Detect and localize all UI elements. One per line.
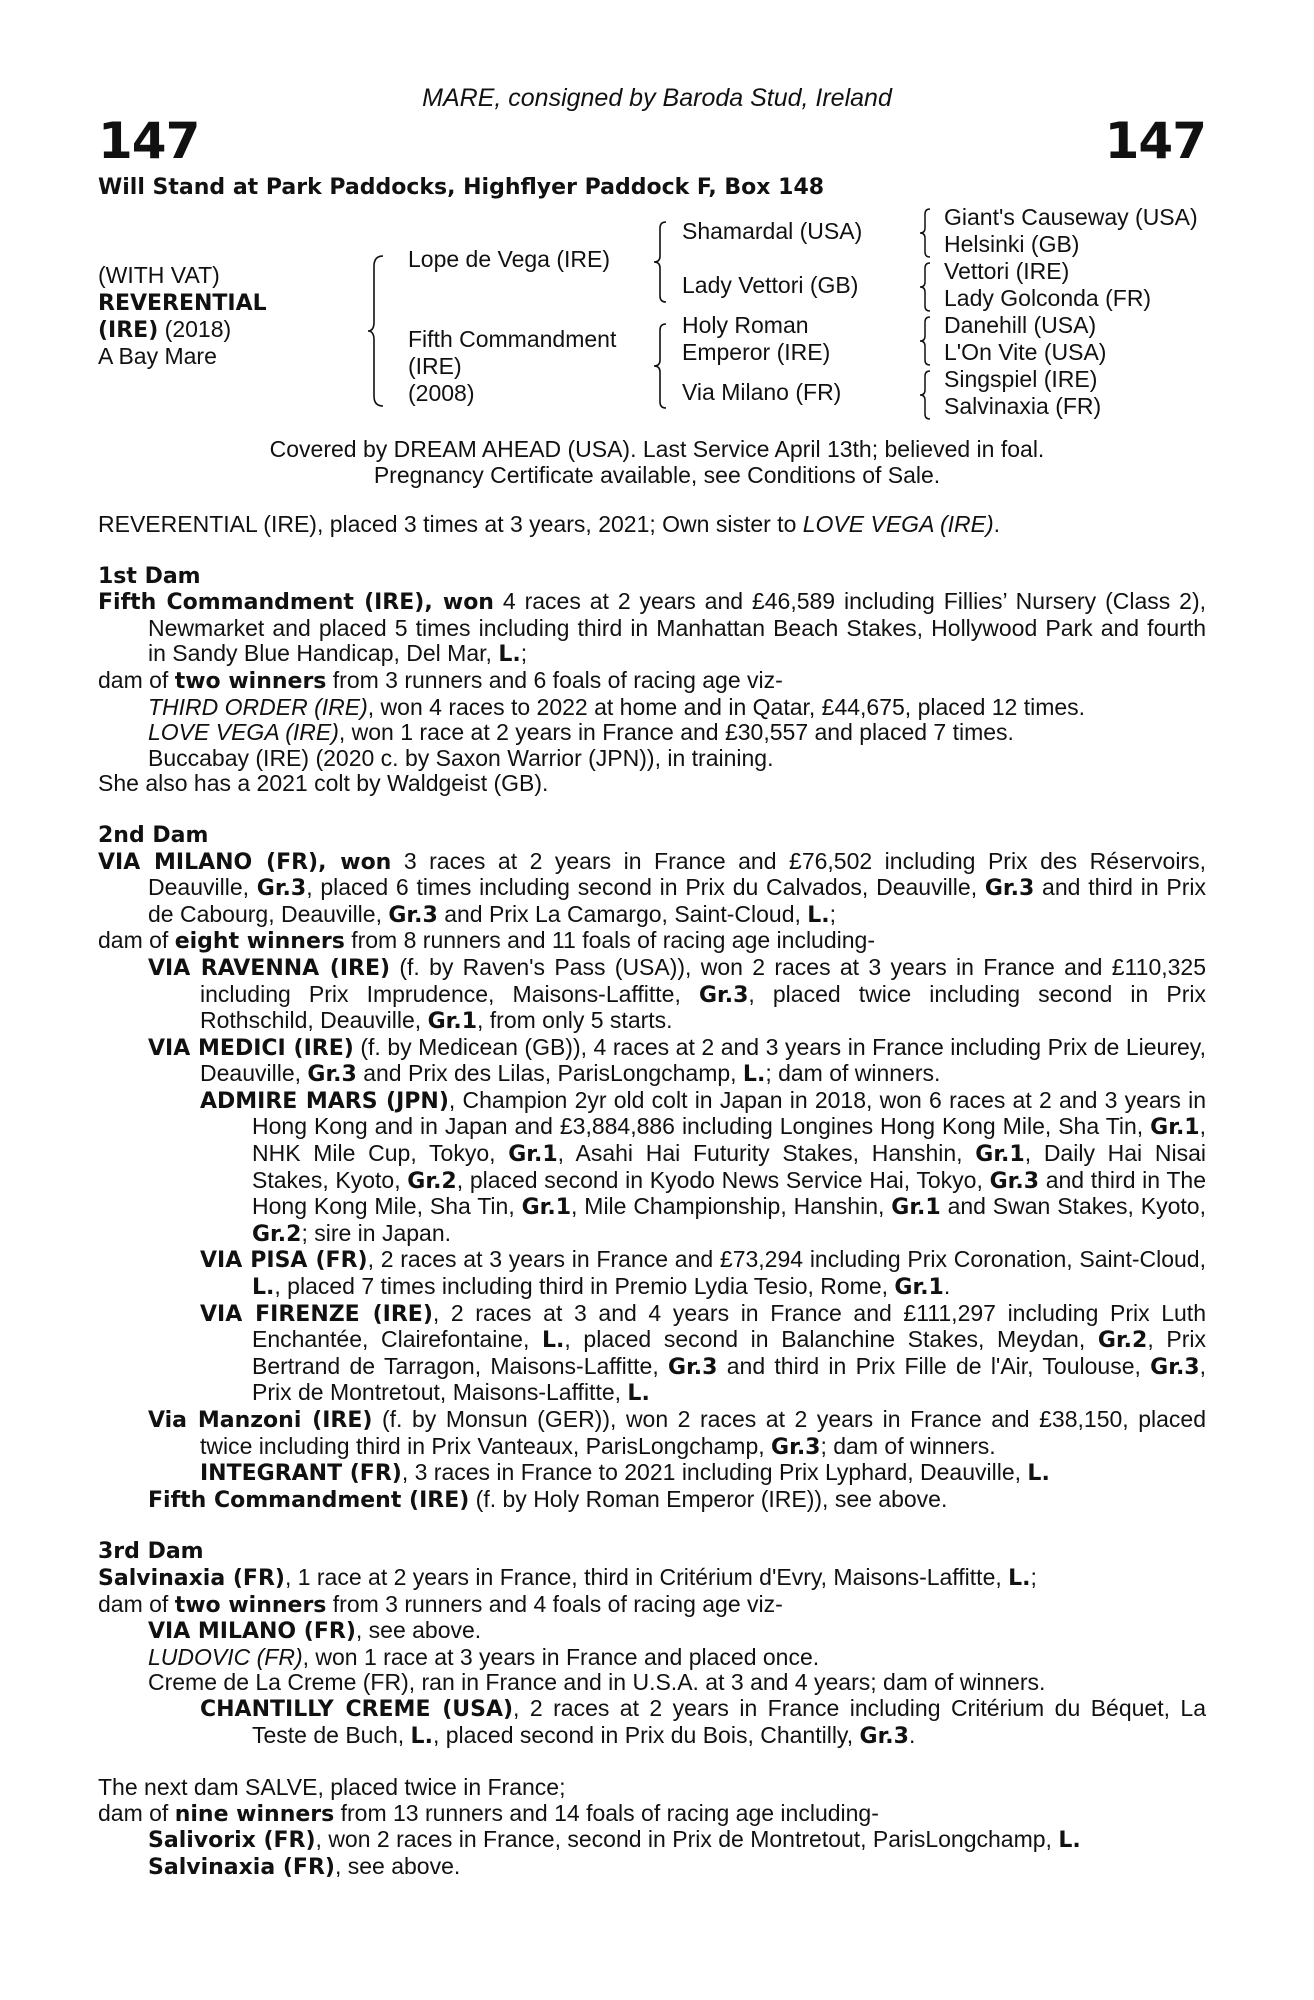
foal-text: , Asahi Hai Futurity Stakes, Hanshin, <box>557 1140 976 1167</box>
grade: Gr.1 <box>975 1142 1025 1168</box>
foal-name: Salvinaxia (FR) <box>148 1854 335 1880</box>
dam3-damof-end: from 3 runners and 4 foals of racing age viz- <box>326 1590 783 1617</box>
dam1-name: Fifth Commandment (IRE), won <box>98 590 494 616</box>
dam1-heading: 1st Dam <box>98 563 201 589</box>
foal-name: CHANTILLY CREME (USA) <box>200 1696 514 1722</box>
sire-dam: Lady Vettori (GB) <box>682 272 859 298</box>
foal-text: , placed second in Prix du Bois, Chantilly, <box>432 1721 860 1748</box>
foal-text: and third in The Hong Kong Mile, Sha Tin, <box>252 1166 1206 1220</box>
next-damof <box>98 1801 1206 1828</box>
sdd: Lady Golconda (FR) <box>944 285 1152 311</box>
foal-name: LOVE VEGA (IRE) <box>148 719 339 746</box>
listed: L. <box>627 1381 650 1407</box>
dam-line3: (2008) <box>408 380 475 406</box>
foal-text: , 2 races at 3 years in France and £73,294 including Prix Coronation, Saint-Cloud, <box>367 1246 1206 1273</box>
foal-text: , placed twice including second in Prix Rothschild, Deauville, <box>200 980 1206 1034</box>
next-dam-line: The next dam SALVE, placed twice in France; <box>98 1774 566 1801</box>
foal-admire-mars <box>98 1088 1206 1248</box>
dam2-damof-end: from 8 runners and 11 foals of racing age including- <box>344 927 875 954</box>
covered-line1: Covered by DREAM AHEAD (USA). Last Service April 13th; believed in foal. <box>269 436 1045 462</box>
listed: L. <box>742 1062 766 1088</box>
foal-text: , Mile Championship, Hanshin, <box>571 1193 892 1220</box>
vat-label: (WITH VAT) <box>98 262 220 288</box>
foal-text: and Swan Stakes, Kyoto, <box>940 1193 1206 1220</box>
foal-text: , won 4 races to 2022 at home and in Qatar, £44,675, placed 12 times. <box>367 693 1086 720</box>
foal-name: LUDOVIC (FR) <box>148 1643 303 1670</box>
dam1-also: She also has a 2021 colt by Waldgeist (GB). <box>98 770 549 797</box>
foal-via-manzoni <box>98 1407 1206 1460</box>
sire-sire: Shamardal (USA) <box>682 218 863 244</box>
foal-text: , see above. <box>355 1617 482 1644</box>
grade: Gr.3 <box>989 1168 1039 1194</box>
dam3-damof <box>98 1592 1206 1619</box>
foal-text: , 3 races in France to 2021 including Prix Lyphard, Deauville, <box>401 1459 1028 1486</box>
dam2-text: ; <box>829 900 837 927</box>
grade: Gr.3 <box>307 1062 357 1088</box>
grade: Gr.3 <box>771 1434 821 1460</box>
foal-salvinaxia <box>98 1854 1206 1881</box>
grade: Gr.3 <box>668 1354 718 1380</box>
grade: Gr.1 <box>521 1195 572 1221</box>
foal-via-pisa <box>98 1247 1206 1300</box>
dam3-heading: 3rd Dam <box>98 1539 204 1565</box>
foal-salivorix <box>98 1827 1206 1854</box>
dam3-damof-label: dam of <box>98 1590 175 1617</box>
grade: Gr.3 <box>698 982 749 1008</box>
foal-name: Fifth Commandment (IRE) <box>148 1487 470 1513</box>
next-damof-end: from 13 runners and 14 foals of racing age including- <box>334 1799 879 1826</box>
brace-main <box>368 254 386 408</box>
horse-origin: (IRE) <box>98 318 159 343</box>
foal-text: , placed second in Balanchine Stakes, Meydan, <box>564 1326 1098 1353</box>
dam3-winners: two winners <box>174 1592 327 1618</box>
foal-via-ravenna <box>98 955 1206 1035</box>
foal-text: (f. by Holy Roman Emperor (IRE)), see above. <box>469 1485 948 1512</box>
horse-description: A Bay Mare <box>98 343 217 369</box>
grade: Gr.3 <box>859 1723 909 1749</box>
foal-name: INTEGRANT (FR) <box>200 1461 402 1487</box>
brace-sd <box>920 262 932 312</box>
foal-text: ; dam of winners. <box>820 1432 996 1459</box>
foal-text: , Prix de Montretout, Maisons-Laffitte, <box>252 1352 1206 1406</box>
grade: Gr.3 <box>984 876 1035 902</box>
foal-via-milano <box>98 1618 1206 1645</box>
foal-text: , won 1 race at 3 years in France and placed once. <box>302 1643 820 1670</box>
brace-dam <box>654 322 668 410</box>
foal-fifth-commandment <box>98 1487 1206 1514</box>
foal-name: VIA MEDICI (IRE) <box>148 1035 354 1061</box>
intro-text: REVERENTIAL (IRE), placed 3 times at 3 years, 2021; Own sister to <box>98 511 803 537</box>
dam1-damof <box>98 668 1206 695</box>
brace-ss <box>920 208 932 258</box>
grade: Gr.3 <box>256 876 307 902</box>
dam1-damof-label: dam of <box>98 666 175 693</box>
foal-text: , placed 7 times including third in Premio Lydia Tesio, Rome, <box>274 1273 895 1300</box>
dam2-text: and third in Prix de Cabourg, Deauville, <box>148 874 1206 927</box>
intro-paragraph <box>98 512 1206 538</box>
foal-text: , Prix Bertrand de Tarragon, Maisons-Laffitte, <box>252 1326 1206 1379</box>
horse-name-text: REVERENTIAL <box>98 291 267 316</box>
dam1-end: ; <box>520 640 528 667</box>
foal-text: (f. by Medicean (GB)), 4 races at 2 and 3 years in France including Prix de Lieurey, Deauville, <box>200 1033 1206 1087</box>
horse-name <box>98 289 267 317</box>
dam1-foal-3: Buccabay (IRE) (2020 c. by Saxon Warrior (JPN)), in training. <box>148 744 774 771</box>
ddd: Salvinaxia (FR) <box>944 393 1102 419</box>
grade: Gr.1 <box>894 1275 944 1301</box>
foal-text: and third in Prix Fille de l'Air, Toulouse, <box>717 1352 1151 1379</box>
dam2-damof-label: dam of <box>98 927 175 954</box>
dam2-text: , placed 6 times including second in Prix du Calvados, Deauville, <box>306 874 985 901</box>
listed: L. <box>807 902 830 928</box>
foal-text: , Daily Hai Nisai Stakes, Kyoto, <box>252 1140 1206 1193</box>
listed: L. <box>1027 1461 1050 1487</box>
dam-dam: Via Milano (FR) <box>682 379 842 405</box>
dam3-text: , 1 race at 2 years in France, third in Critérium d'Evry, Maisons-Laffitte, <box>284 1563 1009 1590</box>
foal-via-medici <box>98 1035 1206 1088</box>
foal-creme: Creme de La Creme (FR), ran in France and in U.S.A. at 3 and 4 years; dam of winners. <box>148 1669 1046 1696</box>
grade: Gr.3 <box>1150 1354 1200 1380</box>
brace-dd <box>920 370 932 420</box>
stand-location: Will Stand at Park Paddocks, Highflyer Paddock F, Box 148 <box>98 175 825 200</box>
consigned-line: MARE, consigned by Baroda Stud, Ireland <box>422 84 892 112</box>
foal-name: Salivorix (FR) <box>148 1828 316 1854</box>
foal-via-firenze <box>98 1301 1206 1407</box>
foal-ludovic <box>98 1645 1206 1671</box>
sds: Vettori (IRE) <box>944 258 1070 284</box>
grade: Gr.1 <box>508 1142 558 1168</box>
intro-end: . <box>993 511 1001 537</box>
brace-sire <box>654 220 668 304</box>
dam1-listed: L. <box>498 642 521 668</box>
listed: L. <box>252 1275 275 1301</box>
foal-text: , placed second in Kyodo News Service Hai, Tokyo, <box>456 1166 990 1193</box>
foal-text: . <box>943 1273 951 1300</box>
foal-text: , from only 5 starts. <box>477 1007 673 1034</box>
dam1-winners: two winners <box>174 668 327 694</box>
dam1-damof-end: from 3 runners and 6 foals of racing age viz- <box>326 666 783 693</box>
dam2-winners: eight winners <box>174 929 345 955</box>
intro-sister: LOVE VEGA (IRE) <box>802 511 994 537</box>
foal-name: VIA FIRENZE (IRE) <box>200 1301 433 1327</box>
listed: L. <box>1058 1828 1081 1854</box>
horse-origin-year <box>98 316 231 344</box>
dam-sire-line2: Emperor (IRE) <box>682 339 831 365</box>
dsd: L'On Vite (USA) <box>944 339 1107 365</box>
listed: L. <box>1008 1565 1031 1591</box>
dam1-foal-2 <box>98 720 1206 746</box>
foal-text: and Prix des Lilas, ParisLongchamp, <box>356 1060 743 1087</box>
next-damof-label: dam of <box>98 1799 175 1826</box>
foal-text: , won 2 races in France, second in Prix de Montretout, ParisLongchamp, <box>315 1826 1059 1853</box>
dam1-paragraph <box>98 589 1206 668</box>
dam2-paragraph <box>98 849 1206 929</box>
foal-integrant <box>98 1460 1206 1487</box>
foal-text: (f. by Raven's Pass (USA)), won 2 races at 3 years in France and £110,325 including Prix Imprudence, Maisons-Laffitte, <box>200 953 1206 1007</box>
foal-text: . <box>908 1721 916 1748</box>
dam2-text: 3 races at 2 years in France and £76,502 including Prix des Réservoirs, Deauville, <box>148 847 1206 901</box>
foal-text: (f. by Monsun (GER)), won 2 races at 2 years in France and £38,150, placed twice including third in Prix Vanteaux, ParisLongchamp, <box>200 1406 1206 1459</box>
foal-name: Via Manzoni (IRE) <box>148 1408 373 1433</box>
covered-line2: Pregnancy Certificate available, see Conditions of Sale. <box>373 462 941 488</box>
listed: L. <box>410 1723 433 1749</box>
dam1-foal-1 <box>98 695 1206 721</box>
dam-sire-line1: Holy Roman <box>682 312 809 338</box>
grade: Gr.2 <box>407 1168 457 1194</box>
foal-name: VIA MILANO (FR) <box>148 1619 356 1645</box>
dam-line1: Fifth Commandment <box>408 326 617 352</box>
lot-number-right: 147 <box>1104 112 1206 170</box>
foal-name: VIA PISA (FR) <box>200 1248 368 1274</box>
grade: Gr.3 <box>388 902 438 928</box>
dam3-name: Salvinaxia (FR) <box>98 1565 285 1591</box>
brace-ds <box>920 316 932 366</box>
catalogue-body <box>98 512 1206 1881</box>
dam2-text: and Prix La Camargo, Saint-Cloud, <box>437 900 808 927</box>
next-winners: nine winners <box>174 1801 335 1827</box>
foal-text: , NHK Mile Cup, Tokyo, <box>252 1113 1206 1167</box>
ssd: Helsinki (GB) <box>944 231 1080 257</box>
listed: L. <box>541 1328 565 1354</box>
dam2-heading: 2nd Dam <box>98 822 209 848</box>
foal-text: , 2 races at 3 and 4 years in France and £111,297 including Prix Luth Enchantée, Clairefontaine, <box>252 1299 1206 1353</box>
grade: Gr.1 <box>427 1009 477 1035</box>
grade: Gr.2 <box>1097 1328 1148 1354</box>
grade: Gr.1 <box>1150 1115 1200 1141</box>
dam3-paragraph <box>98 1565 1206 1592</box>
foal-name: THIRD ORDER (IRE) <box>148 693 368 720</box>
dam1-text: 4 races at 2 years and £46,589 including Fillies’ Nursery (Class 2), Newmarket and placed 5 times including third in Manhattan Beach Stakes, Hollywood Park and fourth in Sandy Blue Handicap, Del Mar, <box>148 588 1206 667</box>
foal-chantilly-creme <box>98 1696 1206 1749</box>
dam3-text: ; <box>1030 1563 1037 1590</box>
lot-number-left: 147 <box>98 112 200 170</box>
foal-text: ; dam of winners. <box>765 1060 941 1087</box>
foal-text: ; sire in Japan. <box>301 1219 452 1246</box>
foal-name: ADMIRE MARS (JPN) <box>200 1088 449 1114</box>
foal-text: , see above. <box>334 1852 461 1879</box>
foal-text: , Champion 2yr old colt in Japan in 2018, won 6 races at 2 and 3 years in Hong Kong and in Japan and £3,884,886 including Longines Hong Kong Mile, Sha Tin, <box>252 1086 1206 1140</box>
dam2-name: VIA MILANO (FR), won <box>98 849 392 875</box>
dss: Danehill (USA) <box>944 312 1097 338</box>
foal-text: , won 1 race at 2 years in France and £30,557 and placed 7 times. <box>338 719 1014 746</box>
grade: Gr.1 <box>891 1195 941 1221</box>
sss: Giant's Causeway (USA) <box>944 204 1198 230</box>
foal-name: VIA RAVENNA (IRE) <box>148 955 391 981</box>
dam-line2: (IRE) <box>408 353 462 379</box>
dam2-damof <box>98 928 1206 955</box>
horse-year: (2018) <box>158 316 232 342</box>
sire: Lope de Vega (IRE) <box>408 246 611 272</box>
grade: Gr.2 <box>252 1221 302 1247</box>
dds: Singspiel (IRE) <box>944 366 1098 392</box>
foal-text: , 2 races at 2 years in France including Critérium du Béquet, La Teste de Buch, <box>252 1694 1207 1748</box>
